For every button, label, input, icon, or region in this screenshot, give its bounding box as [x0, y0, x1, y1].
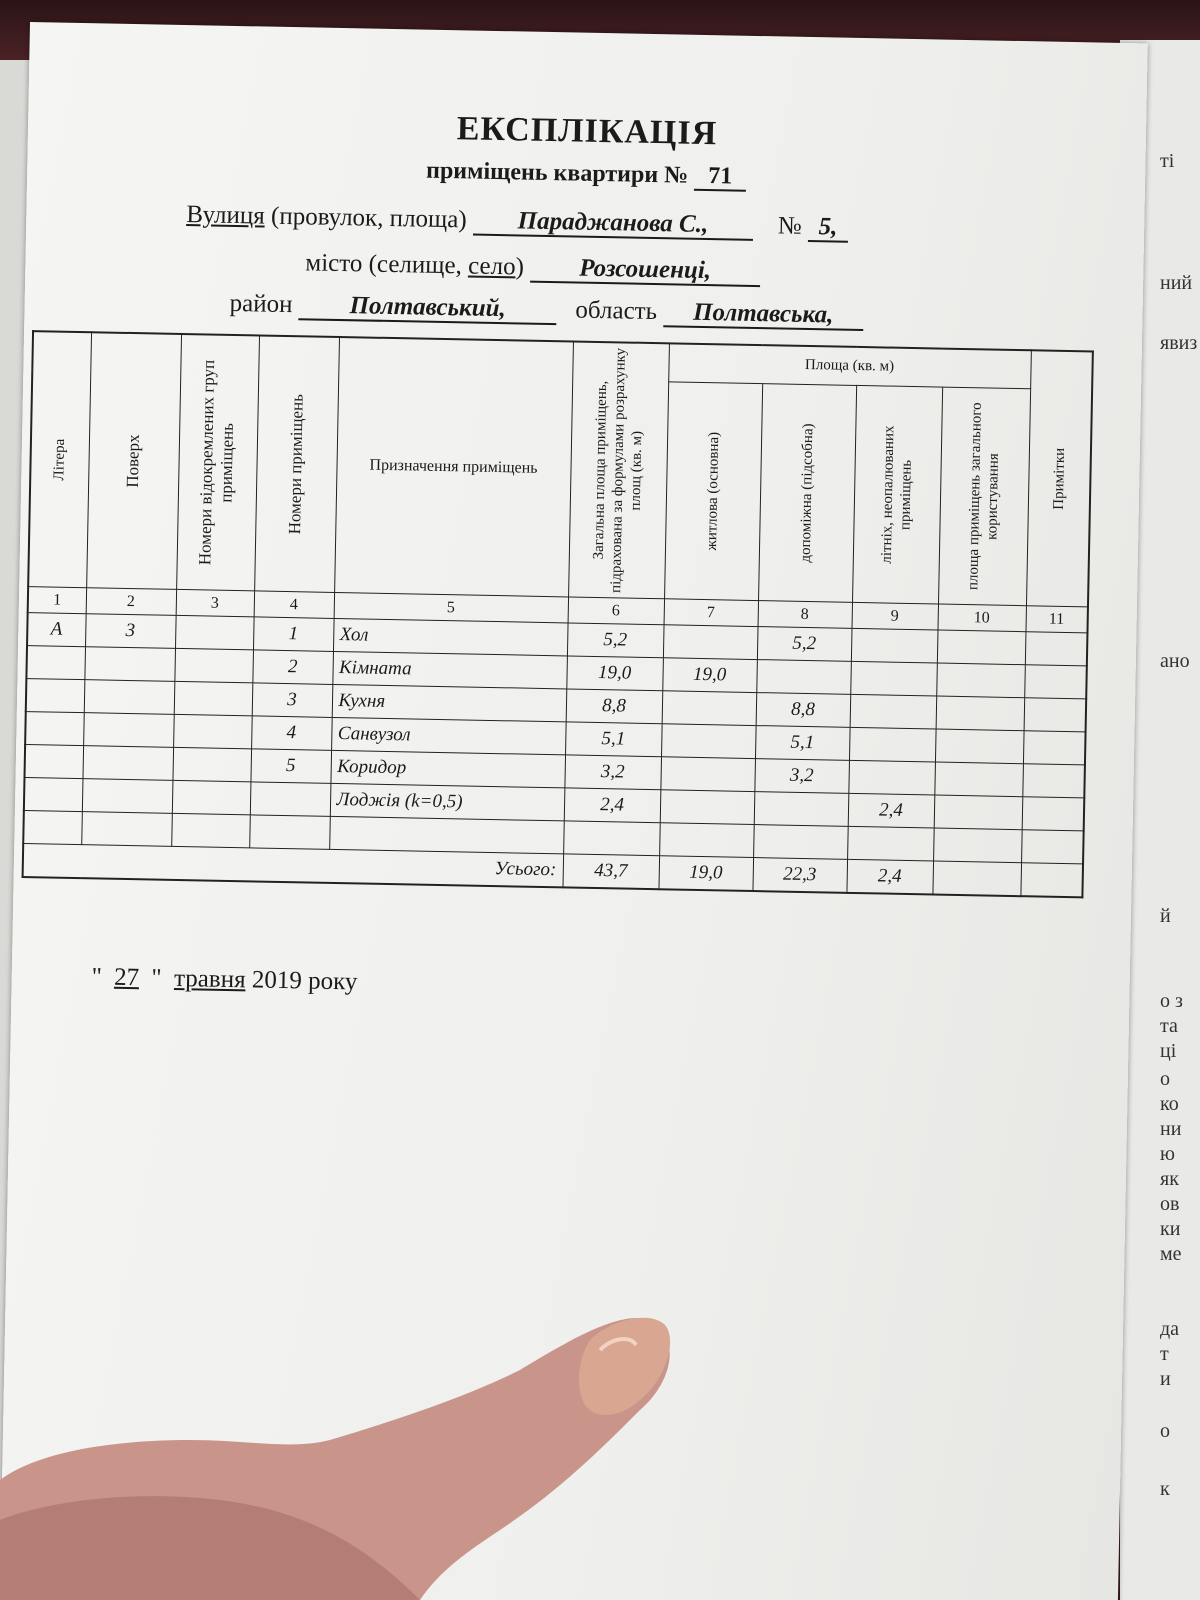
header-litera — [28, 331, 91, 588]
edge-fragment: и — [1160, 1368, 1171, 1390]
edge-fragment: явиз — [1160, 332, 1198, 354]
living-area-cell — [659, 823, 754, 858]
floor-cell: 3 — [85, 614, 176, 649]
header-room-numbers — [254, 335, 339, 592]
city-label: місто (селище, — [305, 249, 463, 280]
edge-fragment: о з — [1160, 990, 1183, 1012]
region-value: Полтавська, — [663, 299, 864, 331]
litera-cell — [25, 712, 84, 746]
notes-cell — [1021, 830, 1084, 864]
summer-area-cell — [848, 760, 935, 795]
living-area-cell — [661, 724, 756, 759]
living-area-cell: 19,0 — [662, 658, 757, 693]
room-name-cell: Санвузол — [331, 717, 566, 754]
underlying-sheet-text — [1160, 0, 1200, 1600]
total-area-cell: 2,4 — [564, 788, 661, 823]
date-month: травня — [173, 964, 246, 994]
living-area-sum: 19,0 — [658, 856, 753, 891]
notes-cell — [1025, 632, 1088, 666]
header-purpose: Призначення приміщень — [334, 337, 573, 597]
date-year: 2019 року — [251, 966, 358, 996]
house-label: № — [777, 212, 803, 240]
floor-cell — [82, 779, 173, 814]
column-number: 5 — [334, 592, 568, 622]
district-line — [229, 290, 863, 331]
column-number: 1 — [28, 587, 86, 614]
city-label-close: ) — [515, 253, 525, 281]
total-label: Усього: — [23, 844, 564, 887]
column-number: 4 — [254, 591, 334, 619]
group-cell — [174, 681, 253, 715]
edge-fragment: й — [1160, 905, 1171, 927]
header-auxiliary-text: допоміжна (підсобна) — [797, 423, 817, 563]
document-title: ЕКСПЛІКАЦІЯ — [456, 110, 718, 153]
edge-fragment: о — [1160, 1068, 1170, 1090]
edge-fragment: ме — [1160, 1243, 1182, 1265]
litera-cell — [26, 646, 85, 680]
notes-sum — [1020, 863, 1083, 897]
header-floor-text: Поверх — [122, 434, 143, 488]
auxiliary-area-cell — [753, 825, 848, 860]
room-number-cell: 4 — [251, 716, 332, 751]
room-name-cell: Лоджія (k=0,5) — [330, 783, 565, 820]
district-value: Полтавський, — [298, 292, 556, 325]
room-name-cell: Кухня — [332, 684, 567, 721]
summer-area-cell — [850, 661, 937, 696]
notes-cell — [1023, 731, 1086, 765]
auxiliary-area-sum: 22,3 — [752, 858, 847, 893]
room-name-cell: Хол — [333, 618, 568, 655]
common-area-cell — [937, 630, 1026, 665]
total-area-cell: 5,2 — [567, 623, 664, 658]
header-notes-text: Примітки — [1050, 447, 1068, 510]
floor-cell — [82, 746, 173, 781]
hand-with-fingernail — [0, 1300, 700, 1600]
notes-cell — [1022, 764, 1085, 798]
edge-fragment: да — [1160, 1318, 1180, 1340]
auxiliary-area-cell — [756, 660, 851, 695]
district-label: район — [229, 289, 293, 319]
header-total-area-text: Загальна площа приміщень, підрахована за формулами розрахунку площ (кв. м) — [590, 347, 646, 594]
notes-cell — [1022, 797, 1085, 831]
group-cell — [172, 747, 251, 781]
header-notes — [1026, 350, 1093, 607]
header-auxiliary — [758, 383, 856, 602]
living-area-cell — [660, 790, 755, 825]
street-label-rest: (провулок, площа) — [270, 202, 467, 234]
edge-fragment: к — [1160, 1478, 1170, 1500]
summer-area-cell — [850, 694, 937, 729]
document-date — [91, 963, 357, 996]
apartment-number: 71 — [694, 164, 747, 192]
column-number: 3 — [176, 589, 254, 616]
total-area-cell: 19,0 — [566, 656, 663, 691]
total-area-cell: 8,8 — [566, 689, 663, 724]
common-area-cell — [933, 828, 1022, 863]
summer-area-cell — [847, 826, 934, 861]
city-line — [305, 249, 760, 287]
common-area-cell — [936, 696, 1025, 731]
group-cell — [174, 648, 253, 682]
edge-fragment: ки — [1160, 1218, 1181, 1240]
header-group-numbers — [176, 334, 259, 591]
header-summer-text: літніх, неопалюваних приміщень — [878, 425, 915, 564]
header-floor — [86, 332, 181, 589]
header-litera-text: Літера — [51, 438, 69, 481]
living-area-cell — [662, 691, 757, 726]
summer-area-cell — [849, 727, 936, 762]
room-name-cell — [329, 816, 564, 853]
column-number: 9 — [852, 602, 938, 630]
floor-cell — [81, 812, 172, 847]
litera-cell — [24, 745, 83, 779]
header-summer — [852, 385, 942, 604]
edge-fragment: ов — [1160, 1193, 1180, 1215]
room-number-cell: 5 — [250, 749, 331, 784]
room-number-cell: 2 — [252, 650, 333, 685]
common-area-cell — [936, 663, 1025, 698]
edge-fragment: ці — [1160, 1040, 1177, 1062]
floor-cell — [83, 713, 174, 748]
edge-fragment: т — [1160, 1343, 1169, 1365]
header-living — [664, 381, 762, 600]
notes-cell — [1024, 665, 1087, 699]
explication-table — [22, 330, 1094, 898]
litera-cell: А — [27, 613, 86, 647]
city-label-selected: село — [467, 252, 516, 281]
header-common-text: площа приміщень загального користування — [965, 402, 1002, 590]
table-body — [23, 613, 1087, 864]
room-number-cell — [249, 815, 330, 850]
column-number: 11 — [1025, 606, 1087, 633]
header-common — [938, 387, 1030, 606]
street-line — [186, 201, 848, 243]
common-area-sum — [932, 861, 1021, 896]
column-number: 6 — [568, 597, 664, 625]
edge-fragment: ю — [1160, 1143, 1175, 1165]
street-label: Вулиця — [186, 201, 266, 230]
total-area-cell — [563, 821, 660, 856]
group-cell — [173, 714, 252, 748]
column-number: 10 — [937, 604, 1025, 632]
summer-area-sum: 2,4 — [846, 859, 933, 894]
street-value: Параджанова С., — [473, 208, 753, 242]
edge-fragment: як — [1160, 1168, 1179, 1190]
total-area-cell: 5,1 — [565, 722, 662, 757]
living-area-cell — [660, 757, 755, 792]
date-day: 27 — [113, 963, 140, 992]
date-quote-open: " — [91, 963, 103, 991]
auxiliary-area-cell — [754, 792, 849, 827]
edge-fragment: ко — [1160, 1093, 1179, 1115]
auxiliary-area-cell: 8,8 — [756, 693, 851, 728]
edge-fragment: та — [1160, 1015, 1178, 1037]
edge-fragment: ни — [1160, 1118, 1182, 1140]
floor-cell — [84, 680, 175, 715]
date-quote-close: " — [151, 964, 162, 992]
room-number-cell: 1 — [253, 617, 334, 652]
litera-cell — [23, 811, 82, 845]
litera-cell — [24, 778, 83, 812]
room-number-cell — [250, 782, 331, 817]
common-area-cell — [934, 795, 1023, 830]
column-number: 7 — [664, 599, 758, 627]
header-room-numbers-text: Номери приміщень — [285, 393, 307, 535]
edge-fragment: ано — [1160, 650, 1190, 672]
total-area-sum: 43,7 — [562, 854, 659, 889]
header-living-text: житлова (основна) — [703, 431, 723, 551]
region-label: область — [575, 296, 658, 326]
auxiliary-area-cell: 5,2 — [757, 627, 852, 662]
header-group-numbers-text: Номери відокремлених груп приміщень — [195, 359, 238, 566]
common-area-cell — [935, 729, 1024, 764]
room-name-cell: Кімната — [332, 651, 567, 688]
group-cell — [175, 615, 254, 649]
common-area-cell — [934, 762, 1023, 797]
group-cell — [172, 780, 251, 814]
header-area-group: Площа (кв. м) — [668, 343, 1031, 388]
room-number-cell: 3 — [252, 683, 333, 718]
room-name-cell: Коридор — [330, 750, 565, 787]
litera-cell — [26, 679, 85, 713]
column-number: 8 — [758, 601, 852, 629]
subtitle-prefix: приміщень квартири № — [425, 157, 689, 189]
header-total-area — [568, 341, 669, 598]
column-number: 2 — [86, 588, 176, 616]
living-area-cell — [663, 625, 758, 660]
total-area-cell: 3,2 — [564, 755, 661, 790]
notes-cell — [1024, 698, 1087, 732]
edge-fragment: ті — [1160, 150, 1175, 172]
group-cell — [171, 813, 250, 847]
auxiliary-area-cell: 5,1 — [755, 726, 850, 761]
city-value: Розсошенці, — [530, 255, 760, 288]
edge-fragment: ний — [1160, 272, 1193, 294]
summer-area-cell — [851, 628, 938, 663]
edge-fragment: о — [1160, 1420, 1170, 1442]
summer-area-cell: 2,4 — [848, 793, 935, 828]
auxiliary-area-cell: 3,2 — [754, 759, 849, 794]
floor-cell — [84, 647, 175, 682]
house-value: 5, — [808, 214, 849, 243]
